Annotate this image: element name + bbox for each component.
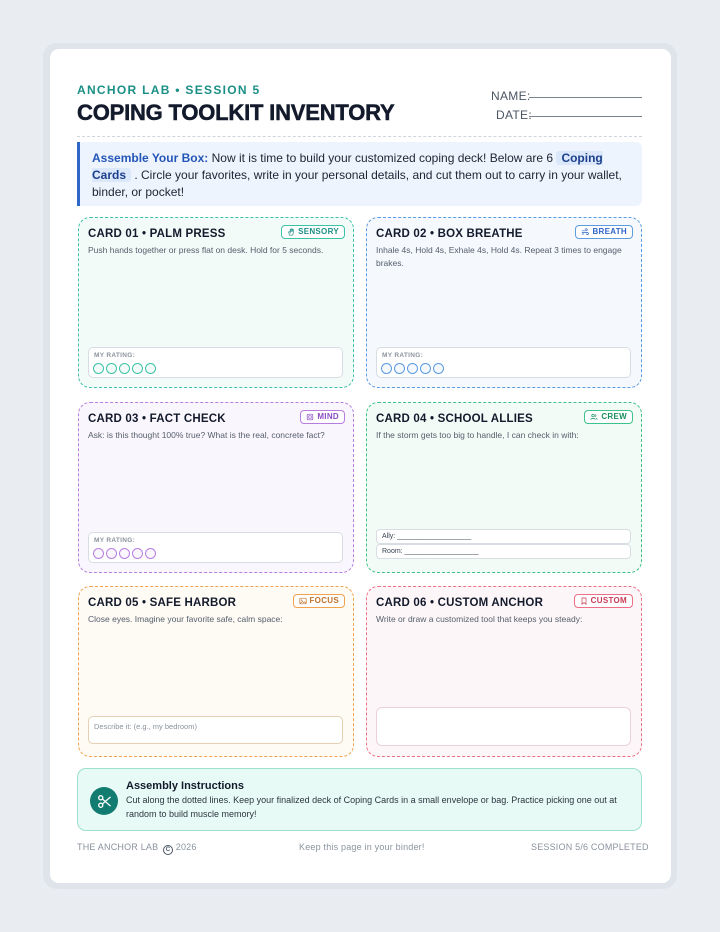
- card-title: CARD 03 • FACT CHECK: [88, 413, 226, 425]
- assembly-instructions: [77, 768, 642, 831]
- badge-label: CREW: [601, 412, 627, 421]
- rating-circle-4[interactable]: [420, 363, 431, 374]
- badge-crew: [584, 410, 633, 424]
- card-palm-press[interactable]: [78, 217, 354, 388]
- assembly-title: Assembly Instructions: [126, 780, 244, 792]
- card-school-allies[interactable]: [366, 402, 642, 573]
- header-divider: [77, 136, 642, 137]
- name-label: NAME:: [491, 89, 531, 103]
- card-custom-anchor[interactable]: [366, 586, 642, 757]
- card-title: CARD 04 • SCHOOL ALLIES: [376, 413, 533, 425]
- card-description: If the storm gets too big to handle, I can check in with:: [376, 430, 579, 440]
- footer-brand: [77, 842, 197, 855]
- card-safe-harbor[interactable]: [78, 586, 354, 757]
- card-description: Inhale 4s, Hold 4s, Exhale 4s, Hold 4s. Repeat 3 times to engage brakes.: [376, 245, 622, 268]
- badge-breath: [575, 225, 633, 239]
- badge-custom: [574, 594, 633, 608]
- card-title: CARD 02 • BOX BREATHE: [376, 228, 523, 240]
- badge-label: CUSTOM: [590, 596, 627, 605]
- room-field[interactable]: Room: ___________________: [376, 544, 631, 559]
- rating-circle-1[interactable]: [93, 548, 104, 559]
- rating-circle-5[interactable]: [433, 363, 444, 374]
- footer-brand-name: THE ANCHOR LAB: [77, 842, 159, 852]
- custom-tool-box[interactable]: [376, 707, 631, 746]
- intro-text-b: . Circle your favorites, write in your personal details, and cut them out to carry in your wallet, binder, or pocket!: [92, 168, 622, 199]
- users-icon: [590, 413, 598, 421]
- rating-circle-4[interactable]: [132, 363, 143, 374]
- page-title: COPING TOOLKIT INVENTORY: [77, 100, 395, 125]
- card-description: Close eyes. Imagine your favorite safe, calm space:: [88, 614, 283, 624]
- rating-label: MY RATING:: [382, 352, 424, 359]
- rating-circle-2[interactable]: [106, 363, 117, 374]
- date-field[interactable]: [529, 116, 642, 117]
- footer-progress: SESSION 5/6 COMPLETED: [531, 842, 649, 852]
- scissors-icon: [90, 787, 118, 815]
- badge-mind: [300, 410, 345, 424]
- intro-callout: [77, 142, 642, 206]
- rating-circle-1[interactable]: [93, 363, 104, 374]
- session-eyebrow: ANCHOR LAB • SESSION 5: [77, 83, 261, 97]
- card-description: Write or draw a customized tool that keeps you steady:: [376, 614, 583, 624]
- card-fact-check[interactable]: [78, 402, 354, 573]
- badge-label: MIND: [317, 412, 339, 421]
- rating-circle-5[interactable]: [145, 548, 156, 559]
- safe-space-input[interactable]: Describe it: (e.g., my bedroom): [88, 716, 343, 744]
- image-icon: [299, 597, 307, 605]
- rating-circle-1[interactable]: [381, 363, 392, 374]
- rating-box: [376, 347, 631, 378]
- card-title: CARD 01 • PALM PRESS: [88, 228, 226, 240]
- rating-circle-4[interactable]: [132, 548, 143, 559]
- rating-circle-2[interactable]: [106, 548, 117, 559]
- ally-field[interactable]: Ally: ___________________: [376, 529, 631, 544]
- rating-circle-3[interactable]: [119, 548, 130, 559]
- wind-icon: [581, 228, 589, 236]
- footer-year: 2026: [175, 842, 197, 852]
- badge-label: SENSORY: [298, 227, 339, 236]
- badge-focus: [293, 594, 346, 608]
- intro-text-a: Now it is time to build your customized coping deck! Below are 6: [208, 151, 557, 165]
- badge-label: BREATH: [592, 227, 627, 236]
- bookmark-icon: [580, 597, 588, 605]
- rating-circle-3[interactable]: [119, 363, 130, 374]
- card-description: Ask: is this thought 100% true? What is the real, concrete fact?: [88, 430, 325, 440]
- footer-note: Keep this page in your binder!: [299, 842, 425, 852]
- rating-box: [88, 532, 343, 563]
- hand-icon: [287, 228, 295, 236]
- badge-label: FOCUS: [309, 596, 339, 605]
- rating-circle-3[interactable]: [407, 363, 418, 374]
- rating-label: MY RATING:: [94, 537, 136, 544]
- badge-sensory: [281, 225, 345, 239]
- coping-cards-chip: Coping Cards: [92, 151, 603, 182]
- card-title: CARD 06 • CUSTOM ANCHOR: [376, 597, 544, 609]
- rating-circle-5[interactable]: [145, 363, 156, 374]
- card-box-breathe[interactable]: [366, 217, 642, 388]
- date-label: DATE:: [496, 108, 532, 122]
- name-field[interactable]: [529, 97, 642, 98]
- card-description: Push hands together or press flat on desk. Hold for 5 seconds.: [88, 245, 324, 255]
- card-title: CARD 05 • SAFE HARBOR: [88, 597, 237, 609]
- rating-box: [88, 347, 343, 378]
- copyright-icon: C: [163, 845, 173, 855]
- assembly-text: Cut along the dotted lines. Keep your finalized deck of Coping Cards in a small envelope or bag. Practice picking one out at random to build muscle memory!: [126, 795, 617, 819]
- brain-icon: [306, 413, 314, 421]
- intro-lead: Assemble Your Box:: [92, 151, 209, 165]
- rating-circle-2[interactable]: [394, 363, 405, 374]
- rating-label: MY RATING:: [94, 352, 136, 359]
